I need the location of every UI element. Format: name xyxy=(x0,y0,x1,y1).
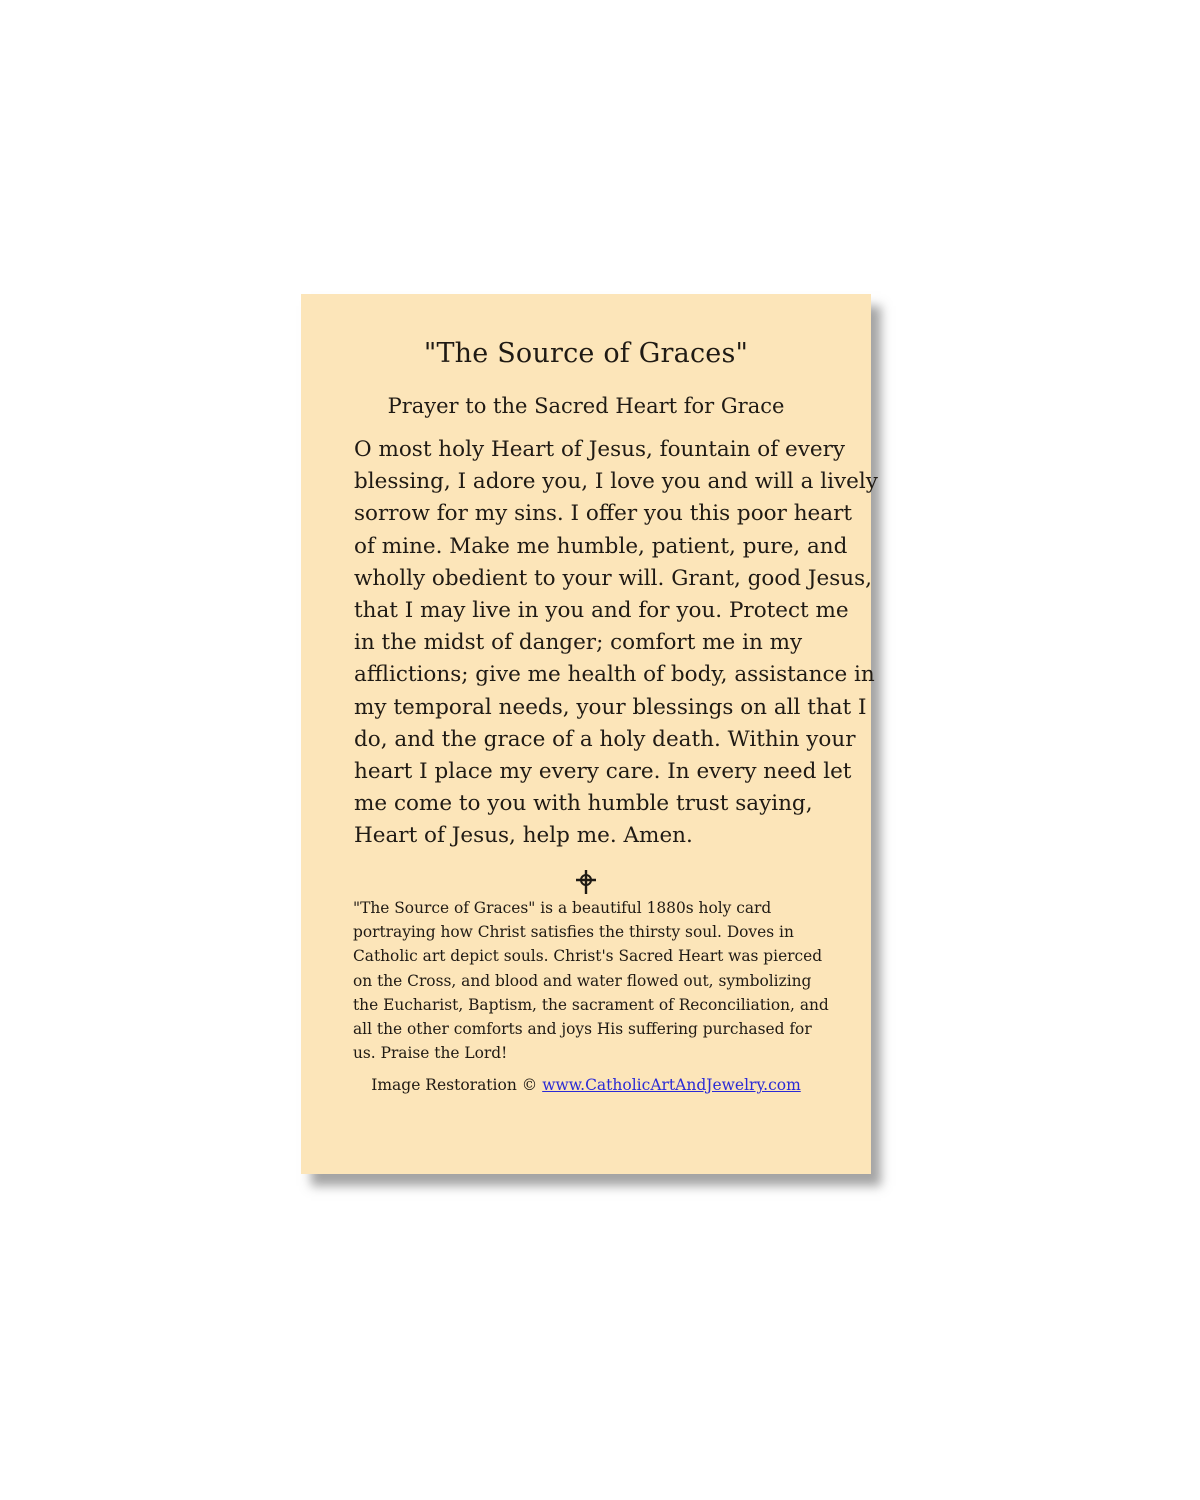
holy-card-back xyxy=(301,294,878,1174)
prayer-line: of mine. Make me humble, patient, pure, and xyxy=(354,533,848,559)
prayer-line: that I may live in you and for you. Protect me xyxy=(354,598,849,624)
prayer-line: afflictions; give me health of body, assistance in xyxy=(354,662,875,688)
description-line: portraying how Christ satisfies the thirsty soul. Doves in xyxy=(353,923,794,942)
prayer-line: sorrow for my sins. I offer you this poor heart xyxy=(354,501,853,527)
prayer-line: O most holy Heart of Jesus, fountain of every xyxy=(354,437,846,462)
website-link[interactable]: www.CatholicArtAndJewelry.com xyxy=(542,1076,801,1094)
prayer-line: Heart of Jesus, help me. Amen. xyxy=(354,823,693,849)
prayer-line: do, and the grace of a holy death. Within your xyxy=(354,726,856,752)
description-line: the Eucharist, Baptism, the sacrament of Reconciliation, and xyxy=(353,995,829,1014)
image-credit xyxy=(301,1076,871,1094)
prayer-line: heart I place my every care. In every need let xyxy=(354,759,852,785)
description-line: "The Source of Graces" is a beautiful 1880s holy card xyxy=(353,899,772,917)
prayer-line: me come to you with humble trust saying, xyxy=(354,791,813,817)
prayer-line: in the midst of danger; comfort me in my xyxy=(354,630,803,656)
description-line: us. Praise the Lord! xyxy=(353,1044,508,1063)
prayer-line: my temporal needs, your blessings on all that I xyxy=(354,694,867,720)
description-line: Catholic art depict souls. Christ's Sacred Heart was pierced xyxy=(353,947,823,966)
card-subtitle: Prayer to the Sacred Heart for Grace xyxy=(387,394,785,418)
prayer-line: blessing, I adore you, I love you and will a lively xyxy=(354,469,878,495)
card-title: "The Source of Graces" xyxy=(423,338,749,369)
prayer-text xyxy=(354,434,878,853)
description-line: on the Cross, and blood and water flowed out, symbolizing xyxy=(353,971,812,990)
prayer-line: wholly obedient to your will. Grant, good Jesus, xyxy=(354,565,872,591)
description-line: all the other comforts and joys His suffering purchased for xyxy=(353,1020,812,1039)
cross-in-circle-icon xyxy=(573,869,599,895)
credit-prefix: Image Restoration © xyxy=(371,1076,538,1094)
card-description xyxy=(353,896,829,1065)
